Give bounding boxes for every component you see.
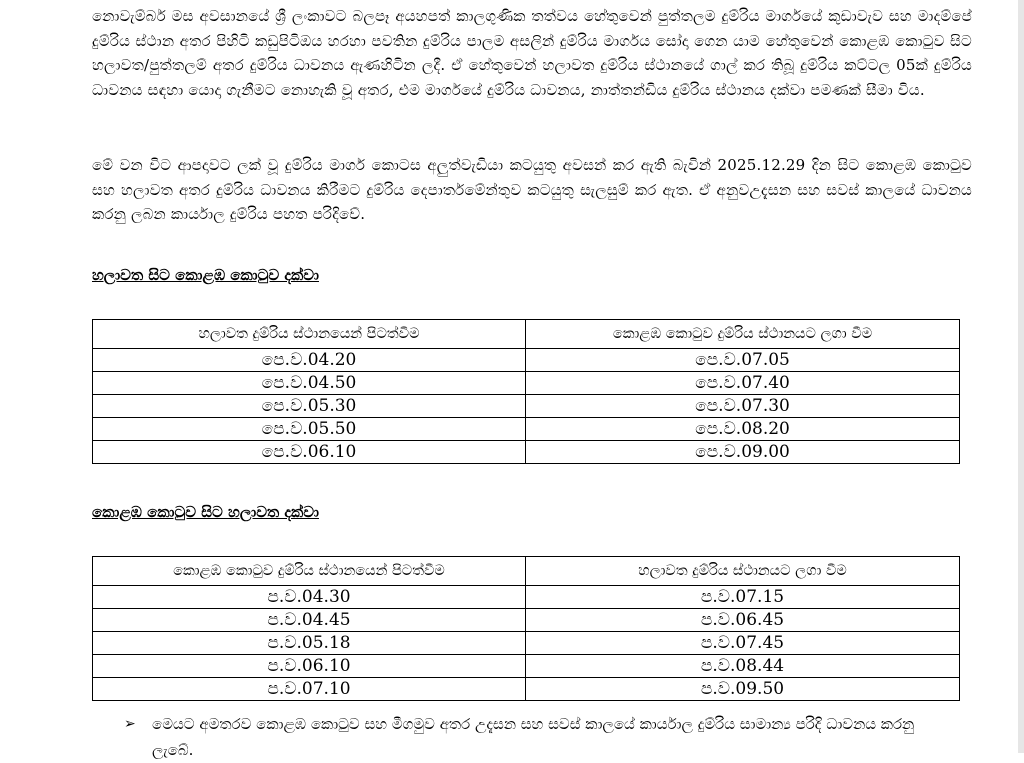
arrival-time: ප.ව.06.45 — [526, 609, 960, 632]
table-row — [93, 349, 960, 372]
departure-time: පෙ.ව.04.20 — [93, 349, 526, 372]
arrival-time: ප.ව.07.15 — [526, 586, 960, 609]
table-row — [93, 632, 960, 655]
table-row — [93, 609, 960, 632]
table-row — [93, 372, 960, 395]
table-row — [93, 586, 960, 609]
column-header-arrival: හලාවත දුම්රිය ස්ථානයට ලගා වීම — [526, 557, 960, 586]
arrival-time: පෙ.ව.07.40 — [526, 372, 960, 395]
intro-paragraph: නොවැම්බර් මස අවසානයේ ශ්‍රී ලංකාවට බලපෑ අයහපත් කාලගුණික තත්වය හේතුවෙන් පුත්තලම දුම්රිය මාර්ගයේ කුඩාවැව සහ මාදම්පේ දුම්රිය ස්ථාන අතර පිහිටි කඩුපිටිඔය හරහා පවතින දුම්රිය පාලම අසලින් දුම්රිය මාර්ගය සෝදා ගෙන යාම හේතුවෙන් කොළඹ කොටුව සිට හලාවත/පුත්තලම් අතර දුම්රිය ධාවනය ඇණහිටින ලදී. ඒ හේතුවෙන් හලාවත දුම්රිය ස්ථානයේ ගාල් කර තිබූ දුම්රිය කට්ටල 05ක් දුම්රිය ධාවනය සඳහා යොදා ගැනීමට නොහැකි වූ අතර, එම මාර්ගයේ දුම්රිය ධාවනය, නාත්තන්ඩිය දුම්රිය ස්ථානය දක්වා පමණක් සීමා විය. — [92, 7, 972, 99]
arrival-time: පෙ.ව.09.00 — [526, 441, 960, 464]
departure-time: ප.ව.04.30 — [93, 586, 526, 609]
departure-time: ප.ව.05.18 — [93, 632, 526, 655]
timetable-halawatha-to-fort — [92, 319, 960, 464]
arrow-bullet-icon: ➢ — [124, 716, 136, 732]
page-edge-shadow — [1018, 0, 1024, 753]
departure-time: පෙ.ව.04.50 — [93, 372, 526, 395]
arrival-time: පෙ.ව.07.30 — [526, 395, 960, 418]
arrival-time: පෙ.ව.08.20 — [526, 418, 960, 441]
departure-time: පෙ.ව.05.50 — [93, 418, 526, 441]
departure-time: ප.ව.07.10 — [93, 678, 526, 701]
table-header-row — [93, 557, 960, 586]
table-row — [93, 678, 960, 701]
table-row — [93, 655, 960, 678]
column-header-departure: හලාවත දුම්රිය ස්ථානයෙන් පිටත්වීම — [93, 320, 526, 349]
column-header-departure: කොළඹ කොටුව දුම්රිය ස්ථානයෙන් පිටත්වීම — [93, 557, 526, 586]
section-heading-halawatha-to-fort: හලාවත සිට කොළඹ කොටුව දක්වා — [92, 266, 319, 284]
departure-time: ප.ව.04.45 — [93, 609, 526, 632]
note-text: මෙයට අමතරව කොළඹ කොටුව සහ මීගමුව අතර උදැසන සහ සවස් කාලයේ කාර්යාල දුම්රිය සාමාන්‍ය පරිදි ධාවනය කරනු ලැබේ. — [152, 715, 915, 759]
table-row — [93, 418, 960, 441]
departure-time: පෙ.ව.06.10 — [93, 441, 526, 464]
column-header-arrival: කොළඹ කොටුව දුම්රිය ස්ථානයට ලගා වීම — [526, 320, 960, 349]
departure-time: පෙ.ව.05.30 — [93, 395, 526, 418]
departure-time: ප.ව.06.10 — [93, 655, 526, 678]
arrival-time: ප.ව.07.45 — [526, 632, 960, 655]
timetable-fort-to-halawatha — [92, 556, 960, 701]
service-resumption-paragraph: මේ වන විට ආපදාවට ලක් වූ දුම්රිය මාර්ග කොටස අලුත්වැඩියා කටයුතු අවසන් කර ඇති බැවින් 2025.12.29 දින සිට කොළඹ කොටුව සහ හලාවත අතර දුම්රිය ධාවනය කිරීමට දුම්රිය දෙපාර්තමේන්තුව කටයුතු සැලසුම් කර ඇත. ඒ අනුවඋදැසන සහ සවස් කාලයේ ධාවනය කරනු ලබන කාර්යාල දුම්රිය පහත පරිදිවේ. — [92, 156, 972, 224]
additional-note — [124, 711, 954, 763]
table-row — [93, 441, 960, 464]
arrival-time: පෙ.ව.07.05 — [526, 349, 960, 372]
table-header-row — [93, 320, 960, 349]
table-row — [93, 395, 960, 418]
arrival-time: ප.ව.09.50 — [526, 678, 960, 701]
section-heading-fort-to-halawatha: කොළඹ කොටුව සිට හලාවත දක්වා — [92, 503, 319, 521]
arrival-time: ප.ව.08.44 — [526, 655, 960, 678]
